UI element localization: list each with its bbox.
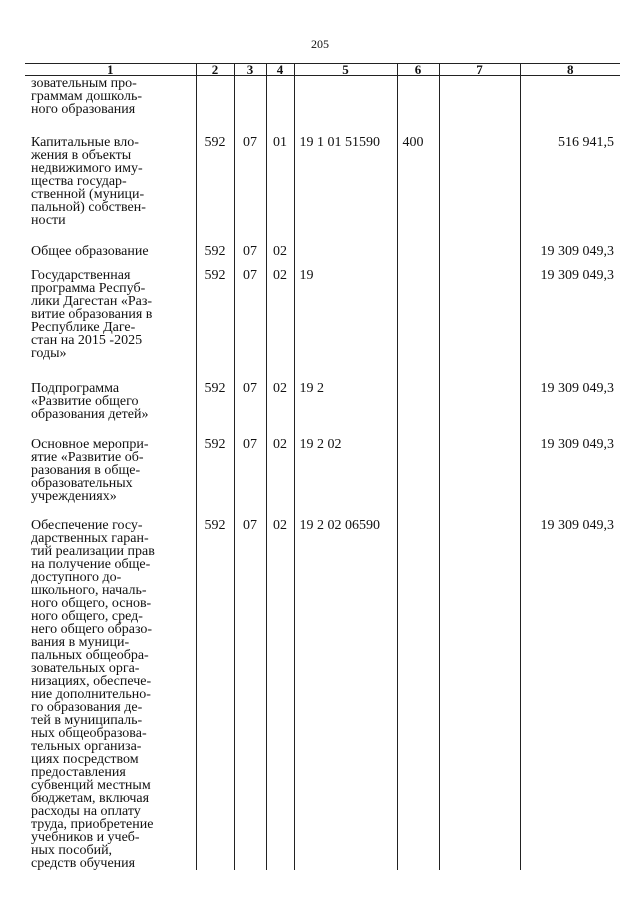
row-amount: 19 309 049,3	[520, 517, 620, 870]
row-csr: 19 2 02 06590	[294, 517, 397, 870]
row-col7	[439, 517, 520, 870]
row-name: Государственная программа Респуб- лики Дагестан «Раз- витие образования в Республике Даге- стан на 2015 -2025 годы»	[31, 268, 153, 361]
row-col7	[439, 380, 520, 436]
row-ved: 592	[196, 517, 234, 870]
row-csr: 19 1 01 51590	[294, 134, 397, 243]
row-ved: 592	[196, 267, 234, 380]
row-rz: 07	[234, 436, 266, 517]
row-col7	[439, 243, 520, 267]
table-row	[25, 76, 620, 135]
row-amount	[520, 76, 620, 135]
column-header: 7	[439, 64, 520, 76]
row-pr	[266, 76, 294, 135]
row-amount: 19 309 049,3	[520, 436, 620, 517]
row-vr	[397, 380, 439, 436]
row-rz: 07	[234, 243, 266, 267]
row-col7	[439, 134, 520, 243]
row-rz: 07	[234, 267, 266, 380]
column-header: 6	[397, 64, 439, 76]
row-amount: 516 941,5	[520, 134, 620, 243]
row-name: Обеспечение госу- дарственных гаран- тий реализации прав на получение обще- доступного до- школьного, началь- ного общего, основ- ного общего, сред- него общего образо- вания в муници- пальных общеобра- зовательных орга- низациях, обеспече- ние дополнительно- го образования де- тей в муниципаль- ных общеобразова- тельных организа- циях посредством предоставления субвенций местным бюджетам, включая расходы на оплату труда, приобретение учебников и учеб- ных пособий, средств обучения	[31, 518, 155, 871]
row-ved: 592	[196, 243, 234, 267]
page-number: 205	[311, 37, 329, 51]
column-header: 4	[266, 64, 294, 76]
row-vr	[397, 267, 439, 380]
column-header: 3	[234, 64, 266, 76]
row-name: Основное меропри- ятие «Развитие об- разования в обще- образовательных учреждениях»	[31, 437, 149, 504]
row-amount: 19 309 049,3	[520, 267, 620, 380]
table-header-row	[25, 64, 620, 76]
row-pr: 02	[266, 436, 294, 517]
table-row	[25, 243, 620, 267]
row-pr: 02	[266, 380, 294, 436]
row-col7	[439, 267, 520, 380]
table-row	[25, 267, 620, 380]
row-vr	[397, 517, 439, 870]
table-row	[25, 436, 620, 517]
row-csr	[294, 243, 397, 267]
column-header: 5	[294, 64, 397, 76]
table-row	[25, 134, 620, 243]
column-header: 2	[196, 64, 234, 76]
column-header: 8	[520, 64, 620, 76]
row-pr: 02	[266, 267, 294, 380]
budget-table	[25, 63, 620, 870]
row-name: зовательным про- граммам дошколь- ного образования	[31, 76, 142, 117]
row-amount: 19 309 049,3	[520, 380, 620, 436]
row-csr: 19 2 02	[294, 436, 397, 517]
row-ved: 592	[196, 380, 234, 436]
row-ved	[196, 76, 234, 135]
row-vr	[397, 243, 439, 267]
row-name: Общее образование	[31, 244, 149, 259]
row-vr	[397, 76, 439, 135]
row-rz: 07	[234, 134, 266, 243]
row-vr: 400	[397, 134, 439, 243]
row-pr: 02	[266, 243, 294, 267]
row-amount: 19 309 049,3	[520, 243, 620, 267]
row-col7	[439, 76, 520, 135]
row-name: Капитальные вло- жения в объекты недвижимого иму- щества государ- ственной (муници- пальной) собствен- ности	[31, 135, 146, 228]
row-pr: 01	[266, 134, 294, 243]
row-name: Подпрограмма «Развитие общего образования детей»	[31, 381, 149, 422]
row-rz: 07	[234, 517, 266, 870]
row-csr: 19 2	[294, 380, 397, 436]
row-pr: 02	[266, 517, 294, 870]
column-header: 1	[25, 64, 196, 76]
row-vr	[397, 436, 439, 517]
table-row	[25, 517, 620, 870]
row-csr	[294, 76, 397, 135]
row-csr: 19	[294, 267, 397, 380]
row-ved: 592	[196, 134, 234, 243]
row-col7	[439, 436, 520, 517]
row-ved: 592	[196, 436, 234, 517]
table-row	[25, 380, 620, 436]
row-rz	[234, 76, 266, 135]
row-rz: 07	[234, 380, 266, 436]
